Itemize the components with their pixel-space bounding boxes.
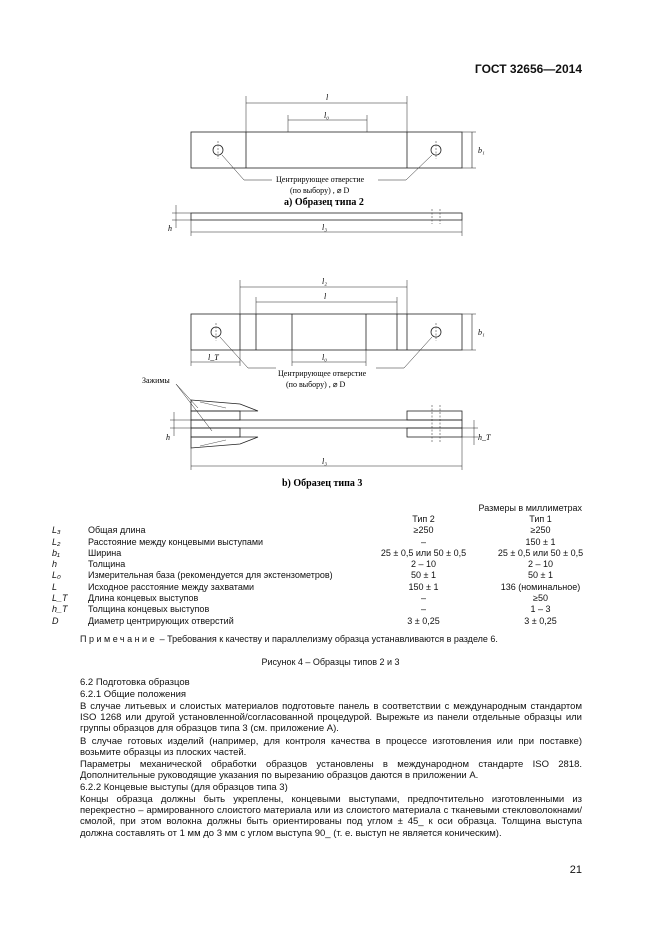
section-heading-6-2-2: 6.2.2 Концевые выступы (для образцов типа 3): [80, 782, 288, 793]
hole-note-b-line1: Центрирующее отверстие: [278, 369, 367, 378]
dim-label-l2: l₂: [322, 277, 328, 286]
dim-label-b1: b₁: [478, 146, 485, 155]
table-row: b₁ Ширина 25 ± 0,5 или 50 ± 0,5 25 ± 0,5 или 50 ± 0,5: [52, 547, 584, 558]
dim-label-l3-type2: l₃: [322, 223, 328, 232]
type2-plan-view: [191, 96, 476, 180]
dim-label-l0-type3: l₀: [322, 353, 328, 362]
hole-note-b-line2: (по выбору) , ⌀ D: [286, 380, 346, 389]
section-heading-6-2: 6.2 Подготовка образцов: [80, 677, 190, 688]
clamps-label: Зажимы: [142, 376, 170, 385]
column-type1: Тип 1: [529, 514, 552, 524]
paragraph-4: Концы образца должны быть укреплены, концевыми выступами, предпочтительно изготовленными из перекрестно – армированного слоистого материала или из слоистого материала с тканевыми стекловолокнами/смолой, при этом волокна должны быть ориентированы под углом ± 45_ к оси образца. Толщина выступа должна составлять от 1 мм до 3 мм с углом выступа 90_ (т. е. выступ не является коническим).: [80, 794, 582, 839]
table-row: L₂ Расстояние между концевыми выступами – 150 ± 1: [52, 536, 556, 547]
table-row: h Толщина 2 – 10 2 – 10: [52, 559, 554, 570]
caption-type3: b) Образец типа 3: [282, 478, 363, 489]
note-text: – Требования к качеству и параллелизму образца устанавливаются в разделе 6.: [157, 634, 498, 644]
hole-note-a-line2: (по выбору) , ⌀ D: [290, 186, 350, 195]
specimen-dimensions-table: [52, 514, 599, 627]
note-label: Примечание: [80, 634, 158, 644]
table-note: [80, 634, 498, 644]
dim-label-l3-type3: l₃: [322, 457, 328, 466]
table-row: L₃ Общая длина ≥250 ≥250: [52, 525, 551, 536]
paragraph-3: Параметры механической обработки образцов установлены в международном стандарте ISO 2818. Дополнительные руководящие указания по вырезанию образцов даются в приложении А.: [80, 759, 582, 782]
table-row: L₀ Измерительная база (рекомендуется для экстензометров) 50 ± 1 50 ± 1: [52, 570, 553, 581]
dim-label-b1-type3: b₁: [478, 328, 485, 337]
units-note: Размеры в миллиметрах: [478, 503, 582, 513]
dim-label-l0: l₀: [324, 111, 330, 120]
table-row: D Диаметр центрирующих отверстий 3 ± 0,25 3 ± 0,25: [52, 615, 557, 626]
standard-designation: ГОСТ 32656—2014: [474, 62, 582, 76]
paragraph-2: В случае готовых изделий (например, для контроля качества в процессе изготовления или при поставке) возьмите образцы из плоских частей.: [80, 736, 582, 759]
page-number: 21: [569, 864, 582, 876]
table-row: L Исходное расстояние между захватами 150 ± 1 136 (номинальное): [52, 581, 581, 592]
dim-label-l: l: [326, 93, 329, 102]
table-header-row: [52, 514, 599, 525]
hole-note-a-line1: Центрирующее отверстие: [276, 175, 365, 184]
table-row: L_T Длина концевых выступов – ≥50: [52, 593, 548, 604]
table-row: h_T Толщина концевых выступов – 1 – 3: [52, 604, 551, 615]
type2-side-view: [172, 205, 462, 236]
column-type2: Тип 2: [412, 514, 435, 524]
dim-label-h-type2: h: [168, 224, 172, 233]
dim-label-hT: h_T: [478, 433, 491, 442]
section-heading-6-2-1: 6.2.1 Общие положения: [80, 689, 187, 700]
dim-label-h-type3: h: [166, 433, 170, 442]
paragraph-1: В случае литьевых и слоистых материалов подготовьте панель в соответствии с международным стандартом ISO 1268 или другой установленной/согласованной процедурой. Вырежьте из панели отдельные образцы или группы образцов для образцов типа 3 (см. приложение А).: [80, 701, 582, 735]
caption-type2: a) Образец типа 2: [284, 197, 364, 208]
dim-label-l-type3: l: [324, 292, 327, 301]
figure-title: Рисунок 4 – Образцы типов 2 и 3: [261, 657, 400, 667]
dim-label-lT: l_T: [208, 353, 219, 362]
type3-plan-view: [191, 280, 476, 368]
